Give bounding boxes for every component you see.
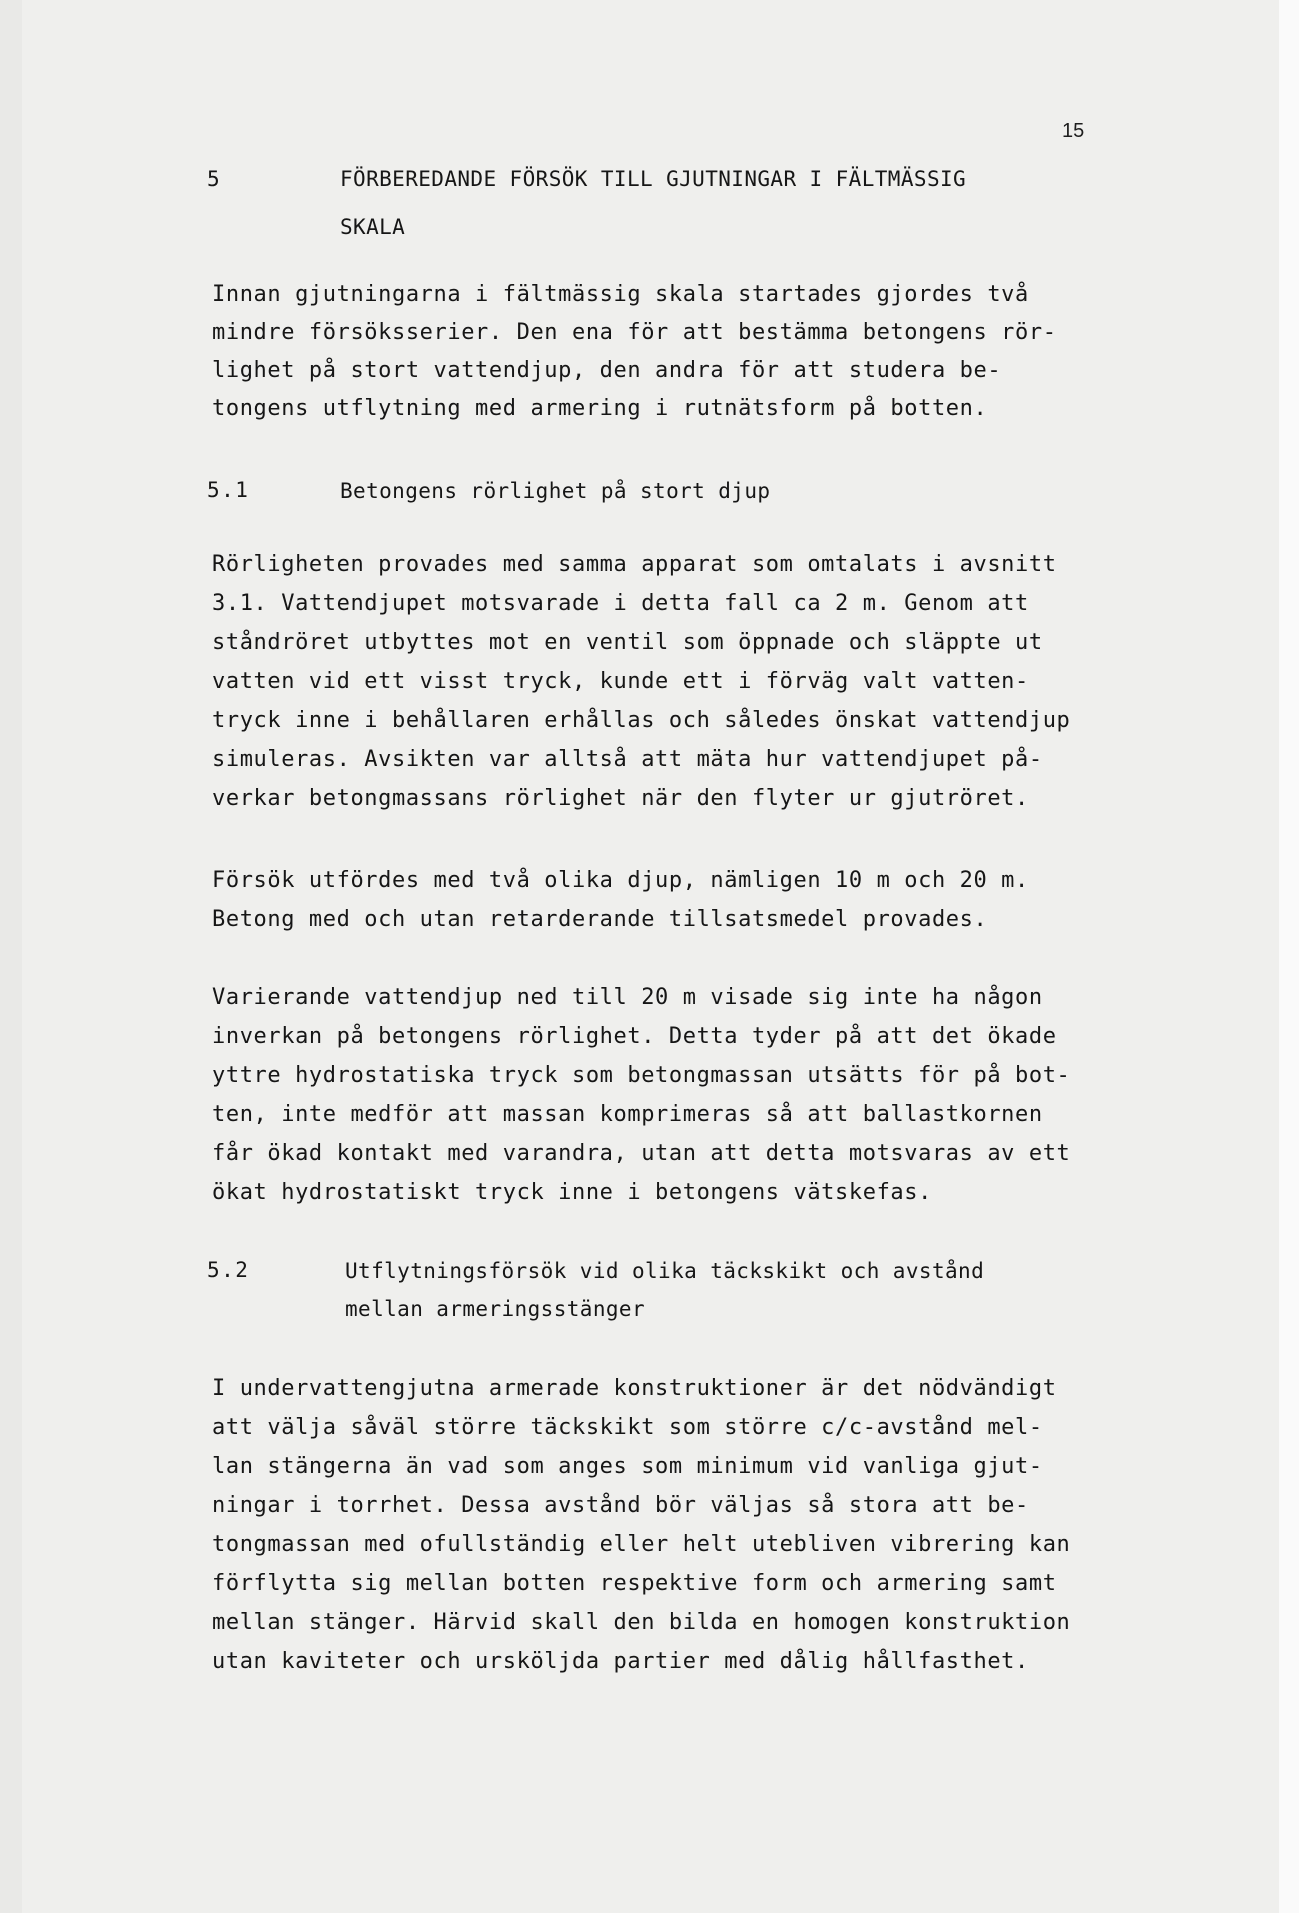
paragraph-line: tongens utflytning med armering i rutnätsform på botten. <box>212 396 988 421</box>
paragraph-line: simuleras. Avsikten var alltså att mäta hur vattendjupet på- <box>212 747 1043 772</box>
section-title-line: SKALA <box>340 215 406 239</box>
paragraph-line: ståndröret utbyttes mot en ventil som öppnade och släppte ut <box>212 630 1043 655</box>
paragraph-line: Innan gjutningarna i fältmässig skala startades gjordes två <box>212 282 1029 307</box>
paragraph-line: yttre hydrostatiska tryck som betongmassan utsätts för på bot- <box>212 1063 1071 1088</box>
paragraph-line: verkar betongmassans rörlighet när den flyter ur gjutröret. <box>212 786 1029 811</box>
paragraph-line: utan kaviteter och ursköljda partier med dålig hållfasthet. <box>212 1649 1029 1674</box>
paragraph-line: Försök utfördes med två olika djup, nämligen 10 m och 20 m. <box>212 868 1029 893</box>
paragraph-line: vatten vid ett visst tryck, kunde ett i förväg valt vatten- <box>212 669 1029 694</box>
paragraph-line: inverkan på betongens rörlighet. Detta tyder på att det ökade <box>212 1024 1057 1049</box>
subsection-title-line: Utflytningsförsök vid olika täckskikt och avstånd <box>345 1259 985 1283</box>
paragraph-line: tongmassan med ofullständig eller helt utebliven vibrering kan <box>212 1532 1071 1557</box>
section-title-line: FÖRBEREDANDE FÖRSÖK TILL GJUTNINGAR I FÄLTMÄSSIG <box>340 167 967 191</box>
paragraph-line: Betong med och utan retarderande tillsatsmedel provades. <box>212 907 988 932</box>
paragraph-line: mindre försöksserier. Den ena för att bestämma betongens rör- <box>212 320 1057 345</box>
page-edge <box>1279 0 1299 1913</box>
paragraph-line: tryck inne i behållaren erhållas och således önskat vattendjup <box>212 708 1071 733</box>
subsection-title: Betongens rörlighet på stort djup <box>340 479 771 503</box>
section-number: 5 <box>207 167 222 191</box>
paragraph-line: förflytta sig mellan botten respektive form och armering samt <box>212 1571 1057 1596</box>
paragraph-line: mellan stänger. Härvid skall den bilda en homogen konstruktion <box>212 1610 1071 1635</box>
paragraph-line: att välja såväl större täckskikt som större c/c-avstånd mel- <box>212 1415 1043 1440</box>
paragraph-line: ten, inte medför att massan komprimeras så att ballastkornen <box>212 1102 1043 1127</box>
paragraph-line: I undervattengjutna armerade konstruktioner är det nödvändigt <box>212 1376 1057 1401</box>
paragraph-line: lan stängerna än vad som anges som minimum vid vanliga gjut- <box>212 1454 1043 1479</box>
paragraph-line: får ökad kontakt med varandra, utan att detta motsvaras av ett <box>212 1141 1071 1166</box>
paragraph-line: Rörligheten provades med samma apparat som omtalats i avsnitt <box>212 552 1057 577</box>
paragraph-line: ökat hydrostatiskt tryck inne i betongens vätskefas. <box>212 1180 932 1205</box>
subsection-number: 5.1 <box>207 478 250 502</box>
page-number: 15 <box>1062 120 1085 142</box>
subsection-title-line: mellan armeringsstänger <box>345 1297 645 1321</box>
paragraph-line: lighet på stort vattendjup, den andra för att studera be- <box>212 358 1002 383</box>
paragraph-line: 3.1. Vattendjupet motsvarade i detta fall ca 2 m. Genom att <box>212 591 1029 616</box>
paragraph-line: Varierande vattendjup ned till 20 m visade sig inte ha någon <box>212 985 1043 1010</box>
subsection-number: 5.2 <box>207 1258 250 1282</box>
paragraph-line: ningar i torrhet. Dessa avstånd bör väljas så stora att be- <box>212 1493 1029 1518</box>
